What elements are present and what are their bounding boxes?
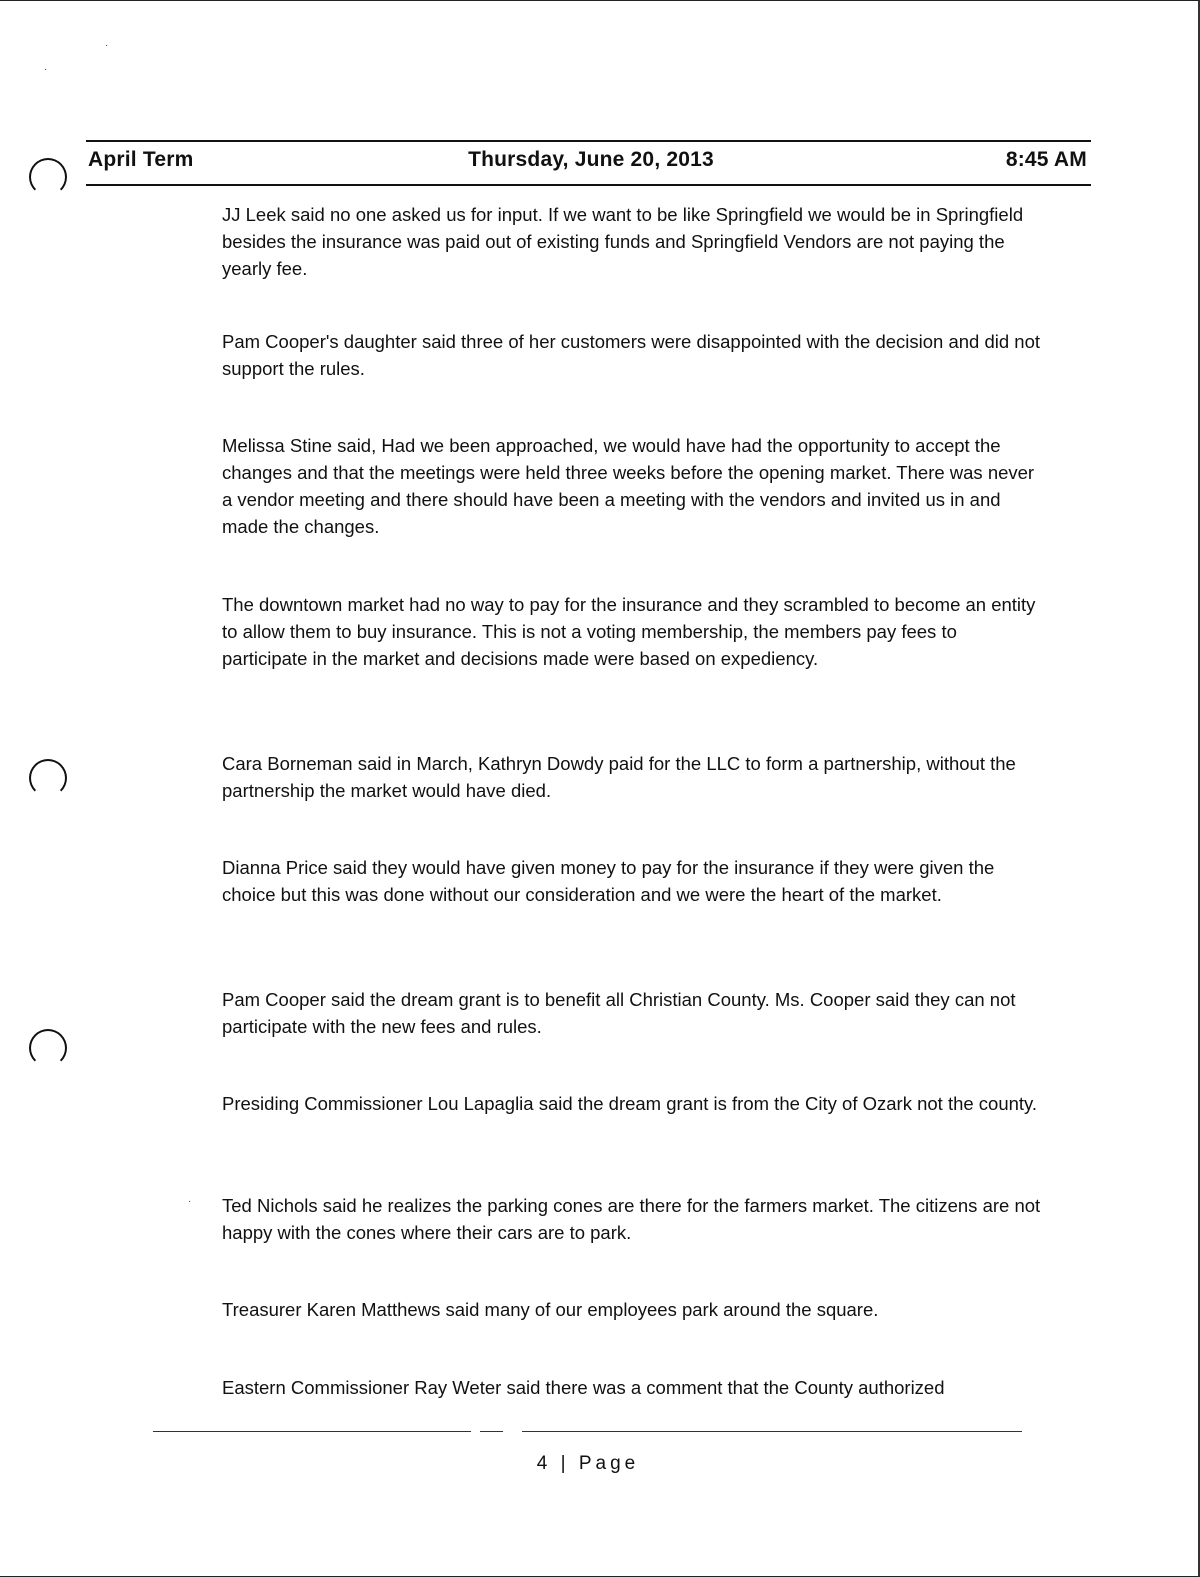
header-top-rule [86,140,1091,142]
header-date: Thursday, June 20, 2013 [468,148,714,171]
minutes-paragraph: The downtown market had no way to pay for the insurance and they scrambled to become an entity to allow them to buy insurance. This is not a voting membership, the members pay fees to participate in the market and decisions made were based on expediency. [222,594,1036,669]
footer-rule [480,1431,503,1432]
minutes-paragraph: Pam Cooper said the dream grant is to benefit all Christian County. Ms. Cooper said they can not participate with the new fees and rules. [222,989,1016,1037]
minutes-paragraph: Ted Nichols said he realizes the parking cones are there for the farmers market. The citizens are not happy with the cones where their cars are to park. [222,1195,1041,1243]
minutes-paragraph: Cara Borneman said in March, Kathryn Dowdy paid for the LLC to form a partnership, without the partnership the market would have died. [222,753,1016,801]
footer-rule [153,1431,471,1432]
scan-speck: · [188,1196,192,1207]
minutes-paragraph: Melissa Stine said, Had we been approached, we would have had the opportunity to accept the changes and that the meetings were held three weeks before the opening market. There was never a vendor meeting and there should have been a meeting with the vendors and invited us in and made the changes. [222,435,1035,537]
minutes-paragraph: Presiding Commissioner Lou Lapaglia said the dream grant is from the City of Ozark not the county. [222,1093,1038,1114]
minutes-paragraph: Eastern Commissioner Ray Weter said there was a comment that the County authorized [222,1377,945,1398]
minutes-paragraph: Pam Cooper's daughter said three of her customers were disappointed with the decision and did not support the rules. [222,331,1041,379]
header-bottom-rule [86,184,1091,186]
scan-speck: · [105,40,109,51]
binder-hole-icon [29,759,67,797]
minutes-paragraph: Dianna Price said they would have given money to pay for the insurance if they were given the choice but this was done without our consideration and we were the heart of the market. [222,857,995,905]
footer-rule [522,1431,1022,1432]
binder-hole-icon [29,1029,67,1067]
page-number: 4 | Page [536,1453,640,1474]
scan-speck: · [44,64,48,75]
minutes-paragraph: JJ Leek said no one asked us for input. If we want to be like Springfield we would be in Springfield besides the insurance was paid out of existing funds and Springfield Vendors are not paying the yearly fee. [222,204,1024,279]
minutes-paragraph: Treasurer Karen Matthews said many of our employees park around the square. [222,1299,879,1320]
header-term: April Term [88,148,194,171]
header-time: 8:45 AM [1005,148,1087,171]
